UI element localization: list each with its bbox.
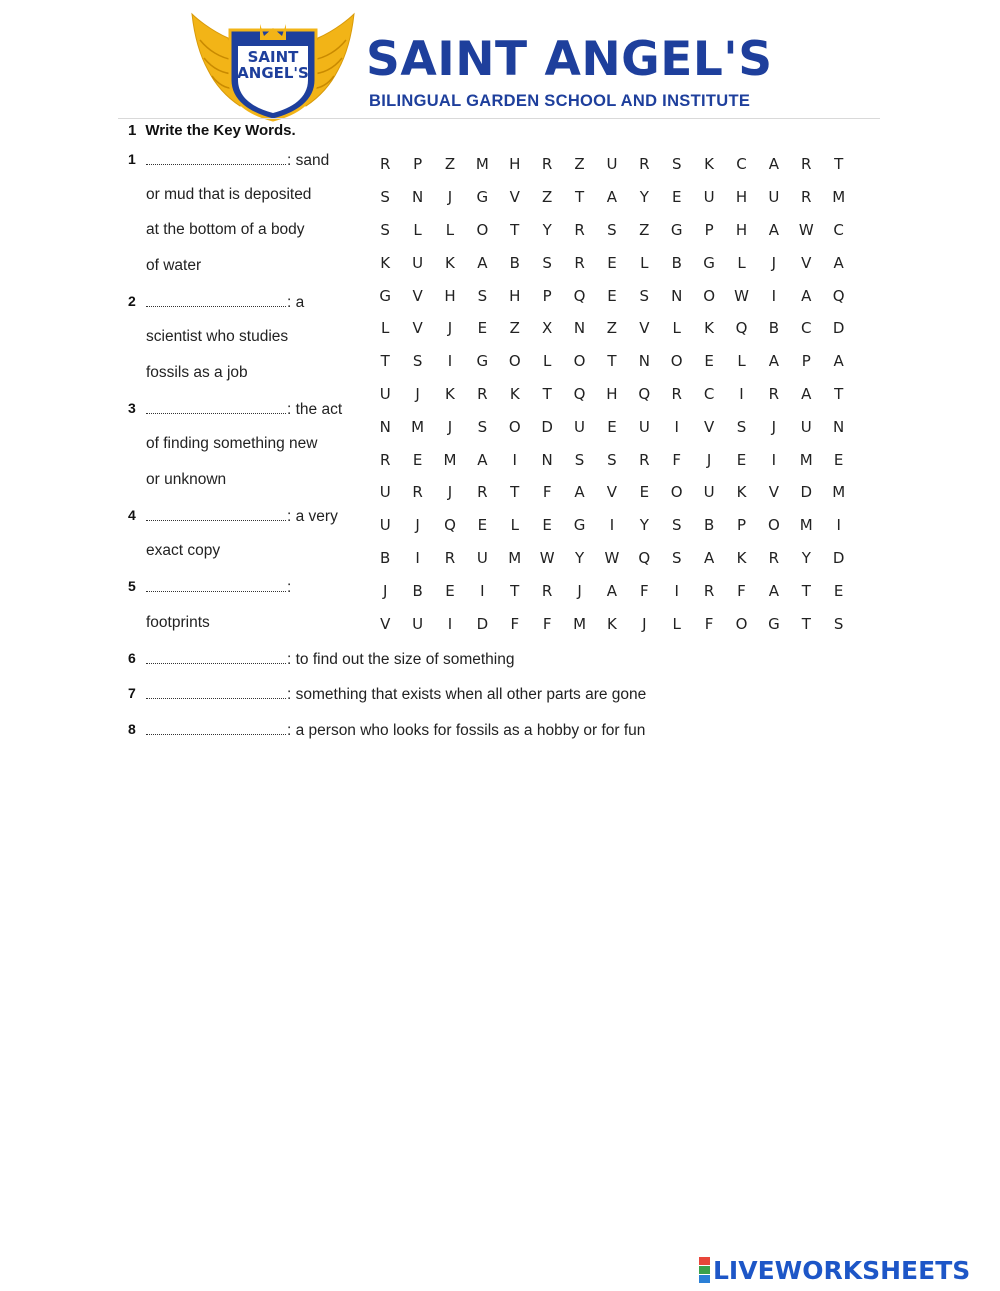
school-subtitle: BILINGUAL GARDEN SCHOOL AND INSTITUTE — [369, 92, 751, 110]
letter-cell[interactable]: V — [606, 483, 618, 502]
letter-cell[interactable]: R — [703, 581, 715, 600]
letter-cell[interactable]: G — [573, 516, 586, 535]
grid-row — [369, 378, 855, 411]
letter-cell[interactable]: N — [541, 450, 553, 469]
letter-cell[interactable]: R — [379, 450, 391, 469]
letter-cell[interactable]: V — [412, 319, 423, 338]
grid-row — [369, 607, 855, 640]
letter-cell[interactable]: G — [379, 286, 391, 305]
letter-cell[interactable]: S — [607, 220, 617, 239]
answer-blank-8[interactable] — [146, 721, 286, 735]
letter-cell[interactable]: J — [447, 417, 453, 436]
letter-cell[interactable]: R — [768, 384, 780, 403]
letter-cell[interactable]: A — [477, 450, 488, 469]
grid-row — [369, 476, 855, 509]
letter-cell[interactable]: J — [415, 384, 420, 403]
letter-cell[interactable]: N — [379, 417, 391, 436]
letter-cell[interactable]: G — [476, 352, 489, 371]
letter-cell[interactable]: S — [671, 548, 682, 567]
letter-cell[interactable]: D — [832, 548, 845, 567]
letter-cell[interactable]: A — [606, 581, 618, 600]
letter-cell[interactable]: F — [640, 581, 649, 600]
letter-cell[interactable]: F — [737, 581, 746, 600]
letter-cell[interactable]: Q — [638, 548, 651, 567]
letter-cell[interactable]: U — [476, 548, 488, 567]
grid-row — [369, 542, 855, 575]
item-number: 7 — [128, 685, 136, 701]
letter-cell[interactable]: S — [639, 286, 650, 305]
letter-cell[interactable]: N — [411, 188, 424, 207]
letter-cell[interactable]: I — [447, 352, 453, 371]
letter-cell[interactable]: J — [706, 450, 712, 469]
letter-cell[interactable]: K — [736, 483, 747, 502]
letter-cell[interactable]: I — [415, 548, 420, 567]
letter-cell[interactable]: A — [768, 581, 780, 600]
letter-cell[interactable]: B — [768, 319, 780, 338]
letter-cell[interactable]: E — [542, 516, 552, 535]
letter-cell[interactable]: S — [833, 614, 844, 633]
letter-cell[interactable]: Y — [574, 548, 585, 567]
letter-cell[interactable]: U — [379, 483, 391, 502]
item-2-text: fossils as a job — [146, 364, 248, 381]
letter-cell[interactable]: U — [379, 384, 391, 403]
letter-cell[interactable]: V — [768, 483, 780, 502]
letter-cell[interactable]: S — [671, 155, 682, 174]
letter-cell[interactable]: U — [606, 155, 618, 174]
letter-cell[interactable]: T — [510, 220, 520, 239]
letter-cell[interactable]: T — [834, 384, 844, 403]
letter-cell[interactable]: A — [703, 548, 715, 567]
liveworksheets-brand — [699, 1256, 970, 1285]
letter-cell[interactable]: P — [542, 286, 552, 305]
letter-cell[interactable]: R — [412, 483, 423, 502]
letter-cell[interactable]: Z — [509, 319, 520, 338]
letter-cell[interactable]: A — [768, 220, 780, 239]
letter-cell[interactable]: A — [768, 155, 780, 174]
letter-cell[interactable]: Y — [639, 516, 649, 535]
letter-cell[interactable]: V — [801, 253, 812, 272]
item-3-text: of finding something new — [146, 435, 318, 452]
letter-cell[interactable]: S — [736, 417, 747, 436]
answer-blank-5[interactable] — [146, 578, 286, 592]
letter-cell[interactable]: T — [834, 155, 844, 174]
letter-cell[interactable]: Q — [832, 286, 845, 305]
letter-cell[interactable]: T — [607, 352, 617, 371]
letter-cell[interactable]: Q — [573, 384, 586, 403]
answer-blank-2[interactable] — [146, 293, 286, 307]
letter-cell[interactable]: Z — [444, 155, 456, 174]
letter-cell[interactable]: R — [477, 483, 488, 502]
letter-cell[interactable]: U — [768, 188, 780, 207]
letter-cell[interactable]: U — [800, 417, 812, 436]
answer-blank-4[interactable] — [146, 507, 286, 521]
letter-cell[interactable]: L — [413, 220, 422, 239]
letter-cell[interactable]: M — [443, 450, 457, 469]
letter-cell[interactable]: E — [736, 450, 747, 469]
letter-cell[interactable]: N — [638, 352, 650, 371]
letter-cell[interactable]: M — [411, 417, 425, 436]
word-search-grid — [369, 148, 855, 640]
letter-cell[interactable]: Z — [639, 220, 650, 239]
letter-cell[interactable]: Y — [639, 188, 649, 207]
letter-cell[interactable]: E — [477, 516, 488, 535]
letter-cell[interactable]: L — [737, 352, 746, 371]
letter-cell[interactable]: V — [639, 319, 650, 338]
item-4-line: : a very — [146, 507, 338, 526]
letter-cell[interactable]: A — [768, 352, 780, 371]
item-5-text: footprints — [146, 614, 210, 631]
school-name: SAINT ANGEL'S — [366, 32, 773, 87]
letter-cell[interactable]: C — [736, 155, 747, 174]
letter-cell[interactable]: S — [542, 253, 552, 272]
letter-cell[interactable]: G — [476, 188, 489, 207]
letter-cell[interactable]: B — [671, 253, 682, 272]
letter-cell[interactable]: S — [671, 516, 682, 535]
letter-cell[interactable]: P — [413, 155, 423, 174]
letter-cell[interactable]: H — [509, 155, 521, 174]
letter-cell[interactable]: T — [510, 483, 520, 502]
letter-cell[interactable]: P — [704, 220, 714, 239]
letter-cell[interactable]: R — [444, 548, 456, 567]
letter-cell[interactable]: S — [380, 188, 390, 207]
letter-cell[interactable]: F — [704, 614, 714, 633]
letter-cell[interactable]: E — [607, 286, 617, 305]
letter-cell[interactable]: J — [771, 253, 777, 272]
letter-cell[interactable]: R — [379, 155, 391, 174]
letter-cell[interactable]: E — [704, 352, 714, 371]
letter-cell[interactable]: L — [672, 614, 681, 633]
letter-cell[interactable]: V — [703, 417, 715, 436]
letter-cell[interactable]: L — [737, 253, 746, 272]
letter-cell[interactable]: T — [801, 581, 811, 600]
letter-cell[interactable]: L — [510, 516, 519, 535]
letter-cell[interactable]: O — [735, 614, 748, 633]
letter-cell[interactable]: R — [768, 548, 780, 567]
letter-cell[interactable]: R — [541, 581, 553, 600]
letter-cell[interactable]: M — [475, 155, 489, 174]
item-4-text: exact copy — [146, 542, 221, 559]
letter-cell[interactable]: M — [832, 483, 846, 502]
letter-cell[interactable]: A — [801, 286, 812, 305]
letter-cell[interactable]: O — [703, 286, 715, 305]
letter-cell[interactable]: Z — [606, 319, 618, 338]
letter-cell[interactable]: D — [800, 483, 813, 502]
letter-cell[interactable]: L — [445, 220, 455, 239]
letter-cell[interactable]: O — [670, 483, 683, 502]
grid-row — [369, 312, 855, 345]
letter-cell[interactable]: F — [542, 483, 552, 502]
letter-cell[interactable]: P — [736, 516, 747, 535]
letter-cell[interactable]: R — [541, 155, 553, 174]
letter-cell[interactable]: H — [606, 384, 618, 403]
item-2-line: : a — [146, 293, 304, 312]
letter-cell[interactable]: N — [671, 286, 683, 305]
letter-cell[interactable]: R — [477, 384, 488, 403]
letter-cell[interactable]: W — [604, 548, 620, 567]
letter-cell[interactable]: A — [477, 253, 488, 272]
letter-cell[interactable]: D — [476, 614, 489, 633]
letter-cell[interactable]: V — [380, 614, 391, 633]
exercise-number: 1 — [128, 122, 137, 139]
letter-cell[interactable]: A — [833, 352, 844, 371]
letter-cell[interactable]: H — [444, 286, 456, 305]
logo-text-saint: SAINT — [247, 48, 299, 66]
letter-cell[interactable]: I — [674, 417, 679, 436]
letter-cell[interactable]: M — [832, 188, 846, 207]
letter-cell[interactable]: T — [510, 581, 520, 600]
letter-cell[interactable]: W — [798, 220, 814, 239]
letter-cell[interactable]: J — [415, 516, 420, 535]
letter-cell[interactable]: G — [670, 220, 683, 239]
grid-row — [369, 410, 855, 443]
letter-cell[interactable]: U — [574, 417, 586, 436]
letter-cell[interactable]: O — [670, 352, 683, 371]
liveworksheets-logo-icon — [699, 1257, 710, 1284]
letter-cell[interactable]: F — [672, 450, 682, 469]
letter-cell[interactable]: J — [382, 581, 388, 600]
letter-cell[interactable]: I — [480, 581, 485, 600]
letter-cell[interactable]: L — [672, 319, 681, 338]
letter-cell[interactable]: R — [574, 253, 585, 272]
letter-cell[interactable]: O — [508, 352, 521, 371]
letter-cell[interactable]: E — [477, 319, 488, 338]
letter-cell[interactable]: I — [771, 450, 777, 469]
letter-cell[interactable]: G — [703, 253, 715, 272]
letter-cell[interactable]: Z — [542, 188, 553, 207]
item-3-line: : the act — [146, 400, 342, 419]
letter-cell[interactable]: M — [799, 450, 813, 469]
item-5-line: : — [146, 578, 291, 597]
letter-cell[interactable]: K — [704, 155, 715, 174]
letter-cell[interactable]: W — [539, 548, 555, 567]
letter-cell[interactable]: Q — [444, 516, 456, 535]
answer-blank-6[interactable] — [146, 650, 286, 664]
letter-cell[interactable]: S — [412, 352, 423, 371]
grid-row — [369, 279, 855, 312]
letter-cell[interactable]: V — [412, 286, 423, 305]
item-8-line: : a person who looks for fossils as a hobby or for fun — [146, 721, 645, 740]
letter-cell[interactable]: R — [801, 155, 812, 174]
letter-cell[interactable]: I — [609, 516, 615, 535]
letter-cell[interactable]: D — [541, 417, 553, 436]
letter-cell[interactable]: R — [639, 450, 650, 469]
header-divider — [118, 118, 880, 119]
school-logo — [188, 10, 358, 122]
grid-row — [369, 148, 855, 181]
letter-cell[interactable]: Q — [573, 286, 586, 305]
letter-cell[interactable]: S — [477, 417, 488, 436]
letter-cell[interactable]: I — [836, 516, 841, 535]
letter-cell[interactable]: U — [412, 614, 424, 633]
letter-cell[interactable]: H — [735, 188, 748, 207]
letter-cell[interactable]: B — [509, 253, 520, 272]
letter-cell[interactable]: A — [606, 188, 618, 207]
letter-cell[interactable]: L — [542, 352, 552, 371]
grid-row — [369, 443, 855, 476]
item-6-line: : to find out the size of something — [146, 650, 514, 669]
letter-cell[interactable]: S — [574, 450, 585, 469]
grid-row — [369, 509, 855, 542]
answer-blank-1[interactable] — [146, 151, 286, 165]
answer-blank-3[interactable] — [146, 400, 286, 414]
letter-cell[interactable]: L — [640, 253, 649, 272]
letter-cell[interactable]: J — [577, 581, 582, 600]
letter-cell[interactable]: J — [447, 319, 453, 338]
letter-cell[interactable]: L — [381, 319, 390, 338]
letter-cell[interactable]: P — [801, 352, 811, 371]
letter-cell[interactable]: G — [768, 614, 780, 633]
letter-cell[interactable]: I — [674, 581, 679, 600]
letter-cell[interactable]: I — [447, 614, 453, 633]
letter-cell[interactable]: O — [573, 352, 586, 371]
liveworksheets-wordmark: LIVEWORKSHEETS — [713, 1256, 971, 1285]
letter-cell[interactable]: R — [671, 384, 682, 403]
letter-cell[interactable]: M — [799, 516, 813, 535]
letter-cell[interactable]: E — [671, 188, 682, 207]
item-number: 5 — [128, 578, 136, 594]
item-number: 2 — [128, 293, 136, 309]
letter-cell[interactable]: Z — [574, 155, 585, 174]
letter-cell[interactable]: K — [607, 614, 617, 633]
item-1-line: : sand — [146, 151, 329, 170]
letter-cell[interactable]: T — [801, 614, 811, 633]
letter-cell[interactable]: S — [380, 220, 390, 239]
grid-row — [369, 246, 855, 279]
item-number: 8 — [128, 721, 136, 737]
letter-cell[interactable]: N — [573, 319, 586, 338]
letter-cell[interactable]: M — [573, 614, 587, 633]
letter-cell[interactable]: R — [639, 155, 650, 174]
letter-cell[interactable]: Y — [801, 548, 811, 567]
letter-cell[interactable]: N — [833, 417, 845, 436]
letter-cell[interactable]: E — [833, 581, 844, 600]
letter-cell[interactable]: B — [412, 581, 423, 600]
logo-text-angels: ANGEL'S — [237, 64, 309, 82]
letter-cell[interactable]: R — [801, 188, 812, 207]
letter-cell[interactable]: X — [542, 319, 553, 338]
letter-cell[interactable]: U — [703, 483, 715, 502]
answer-blank-7[interactable] — [146, 685, 286, 699]
letter-cell[interactable]: K — [736, 548, 747, 567]
letter-cell[interactable]: B — [380, 548, 391, 567]
letter-cell[interactable]: J — [642, 614, 647, 633]
grid-row — [369, 181, 855, 214]
letter-cell[interactable]: K — [380, 253, 391, 272]
letter-cell[interactable]: S — [607, 450, 617, 469]
letter-cell[interactable]: E — [833, 450, 844, 469]
letter-cell[interactable]: Q — [638, 384, 651, 403]
letter-cell[interactable]: O — [508, 417, 521, 436]
grid-row — [369, 214, 855, 247]
item-number: 1 — [128, 151, 136, 167]
letter-cell[interactable]: F — [510, 614, 520, 633]
item-number: 6 — [128, 650, 136, 666]
letter-cell[interactable]: D — [832, 319, 845, 338]
letter-cell[interactable]: R — [574, 220, 585, 239]
letter-cell[interactable]: T — [574, 188, 585, 207]
letter-cell[interactable]: A — [574, 483, 585, 502]
letter-cell[interactable]: K — [445, 384, 455, 403]
letter-cell[interactable]: K — [445, 253, 455, 272]
letter-cell[interactable]: T — [380, 352, 390, 371]
letter-cell[interactable]: F — [542, 614, 552, 633]
letter-cell[interactable]: C — [833, 220, 844, 239]
exercise-title — [128, 122, 296, 139]
letter-cell[interactable]: U — [703, 188, 715, 207]
item-1-text: or mud that is deposited — [146, 186, 312, 203]
letter-cell[interactable]: E — [607, 253, 617, 272]
letter-cell[interactable]: U — [379, 516, 391, 535]
item-1-text: of water — [146, 257, 202, 274]
letter-cell[interactable]: E — [639, 483, 650, 502]
item-number: 3 — [128, 400, 136, 416]
letter-cell[interactable]: J — [447, 483, 453, 502]
letter-cell[interactable]: V — [509, 188, 520, 207]
letter-cell[interactable]: U — [412, 253, 424, 272]
letter-cell[interactable]: M — [508, 548, 522, 567]
letter-cell[interactable]: I — [512, 450, 517, 469]
letter-cell[interactable]: Y — [542, 220, 552, 239]
exercise-instruction: Write the Key Words. — [145, 122, 296, 139]
letter-cell[interactable]: K — [509, 384, 520, 403]
letter-cell[interactable]: C — [703, 384, 715, 403]
letter-cell[interactable]: T — [542, 384, 552, 403]
item-2-text: scientist who studies — [146, 328, 289, 345]
letter-cell[interactable]: E — [445, 581, 455, 600]
letter-cell[interactable]: O — [476, 220, 489, 239]
letter-cell[interactable]: E — [412, 450, 423, 469]
item-number: 4 — [128, 507, 136, 523]
letter-cell[interactable]: I — [739, 384, 744, 403]
grid-row — [369, 345, 855, 378]
item-7-line: : something that exists when all other parts are gone — [146, 685, 646, 704]
letter-cell[interactable]: U — [638, 417, 650, 436]
item-3-text: or unknown — [146, 471, 227, 488]
letter-cell[interactable]: O — [767, 516, 780, 535]
letter-cell[interactable]: S — [477, 286, 488, 305]
letter-cell[interactable]: A — [801, 384, 812, 403]
grid-row — [369, 574, 855, 607]
letter-cell[interactable]: J — [771, 417, 777, 436]
letter-cell[interactable]: A — [833, 253, 844, 272]
letter-cell[interactable]: J — [447, 188, 453, 207]
letter-cell[interactable]: I — [771, 286, 777, 305]
letter-cell[interactable]: E — [607, 417, 617, 436]
item-1-text: at the bottom of a body — [146, 221, 305, 238]
letter-cell[interactable]: B — [703, 516, 715, 535]
letter-cell[interactable]: Q — [735, 319, 748, 338]
letter-cell[interactable]: W — [734, 286, 749, 305]
letter-cell[interactable]: K — [704, 319, 715, 338]
letter-cell[interactable]: C — [801, 319, 812, 338]
letter-cell[interactable]: H — [735, 220, 748, 239]
letter-cell[interactable]: H — [509, 286, 521, 305]
